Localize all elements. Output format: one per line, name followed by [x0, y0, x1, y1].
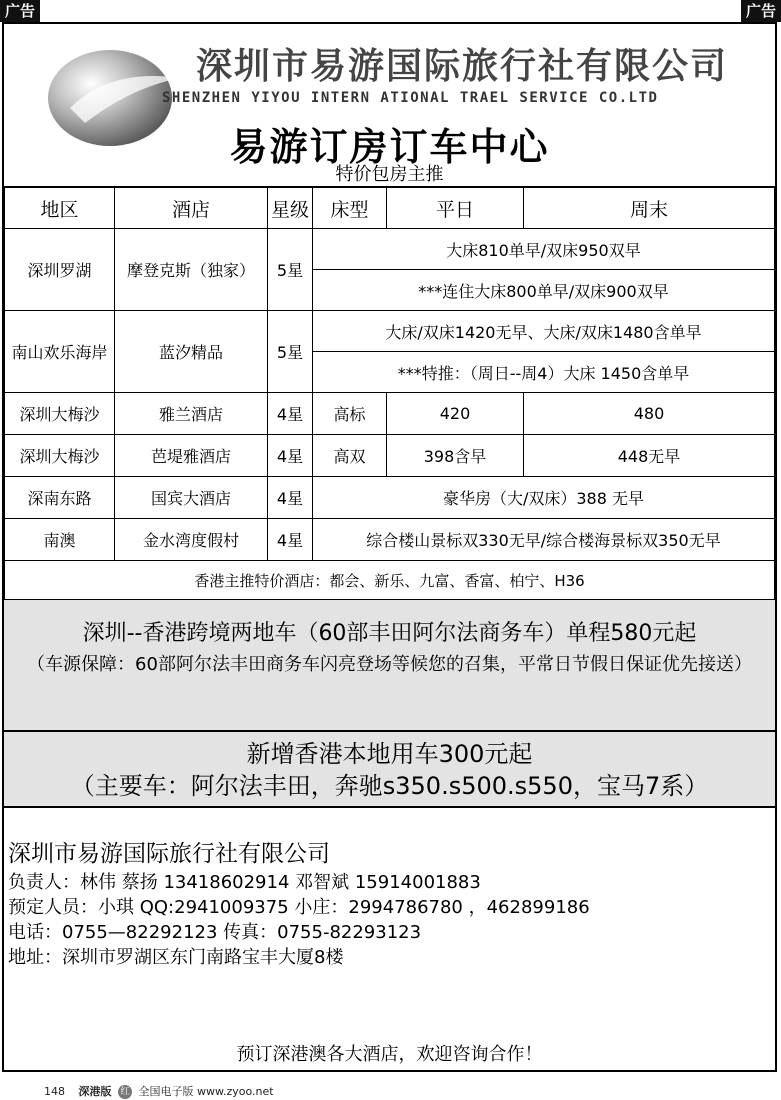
closing-line: 预订深港澳各大酒店，欢迎咨询合作！ [236, 1044, 543, 1065]
cell-star: 4星 [268, 477, 313, 519]
section-label: 特价包房主推 [335, 164, 444, 185]
cell-star: 4星 [268, 393, 313, 435]
cross-border-car-headline: 深圳--香港跨境两地车（60部丰田阿尔法商务车）单程580元起 [82, 621, 697, 646]
cross-border-car-section [4, 600, 775, 732]
contact-booking: 预定人员：小琪 QQ:2941009375 小庄：2994786780 ，462899186 [8, 897, 590, 918]
cell-hotel: 金水湾度假村 [115, 519, 268, 561]
company-name-cn: 深圳市易游国际旅行社有限公司 [196, 45, 729, 87]
ad-label-right: 广告 [741, 0, 781, 22]
page-number: 148 [44, 1085, 65, 1098]
cell-weekday: 398含早 [387, 435, 524, 477]
cell-price-line: 综合楼山景标双330无早/综合楼海景标双350无早 [313, 519, 775, 561]
cell-bed: 高双 [313, 435, 387, 477]
site-label: 全国电子版 www.zyoo.net [138, 1085, 274, 1098]
header-bed: 床型 [313, 188, 387, 229]
center-title: 易游订房订车中心 [229, 125, 550, 169]
cell-region: 南澳 [5, 519, 115, 561]
cell-hotel: 国宾大酒店 [115, 477, 268, 519]
cell-star: 4星 [268, 435, 313, 477]
table-row [5, 393, 775, 435]
cell-weekday: 420 [387, 393, 524, 435]
cell-price-line: 大床810单早/双床950双早 [313, 229, 775, 270]
cell-star: 5星 [268, 229, 313, 311]
header-hotel: 酒店 [115, 188, 268, 229]
edition-badge-icon: 红 [118, 1085, 132, 1099]
cell-region: 南山欢乐海岸 [5, 311, 115, 393]
hk-local-car-detail: （主要车：阿尔法丰田，奔驰s350.s500.s550，宝马7系） [70, 772, 709, 800]
cell-star: 4星 [268, 519, 313, 561]
contact-phone: 电话：0755—82292123 传真：0755-82293123 [8, 922, 422, 943]
cell-weekend: 448无早 [524, 435, 775, 477]
cell-region: 深圳罗湖 [5, 229, 115, 311]
table-row [5, 311, 775, 352]
advertisement-frame [2, 22, 777, 1072]
cell-region: 深圳大梅沙 [5, 393, 115, 435]
table-row [5, 229, 775, 270]
cell-price-line: 豪华房（大/双床）388 无早 [313, 477, 775, 519]
cell-region: 深南东路 [5, 477, 115, 519]
table-header-row [5, 188, 775, 229]
page-footer [44, 1083, 274, 1099]
hk-local-car-section [4, 732, 775, 808]
header-star: 星级 [268, 188, 313, 229]
hotel-price-table [4, 187, 775, 600]
cell-price-line: ***特推：（周日--周4）大床 1450含单早 [313, 352, 775, 393]
ad-label-left: 广告 [0, 0, 40, 22]
hk-hotels-note: 香港主推特价酒店：都会、新乐、九富、香富、柏宁、H36 [5, 561, 775, 600]
hk-local-car-headline: 新增香港本地用车300元起 [246, 740, 533, 768]
cell-weekend: 480 [524, 393, 775, 435]
cell-hotel: 芭堤雅酒店 [115, 435, 268, 477]
cell-hotel: 蓝汐精品 [115, 311, 268, 393]
cell-hotel: 摩登克斯（独家） [115, 229, 268, 311]
cell-star: 5星 [268, 311, 313, 393]
company-name-en: SHENZHEN YIYOU INTERN ATIONAL TRAEL SERVICE CO.LTD [162, 90, 659, 106]
cell-region: 深圳大梅沙 [5, 435, 115, 477]
header-region: 地区 [5, 188, 115, 229]
table-footnote-row [5, 561, 775, 600]
edition-label: 深港版 [78, 1085, 112, 1098]
ad-header [4, 24, 775, 187]
cell-price-line: ***连住大床800单早/双床900双早 [313, 270, 775, 311]
cross-border-car-detail: （车源保障：60部阿尔法丰田商务车闪亮登场等候您的召集，平常日节假日保证优先接送） [27, 654, 752, 675]
contact-people: 负责人：林伟 蔡扬 13418602914 邓智斌 15914001883 [8, 872, 481, 893]
header-weekend: 周末 [524, 188, 775, 229]
cell-price-line: 大床/双床1420无早、大床/双床1480含单早 [313, 311, 775, 352]
cell-hotel: 雅兰酒店 [115, 393, 268, 435]
contact-company: 深圳市易游国际旅行社有限公司 [8, 841, 330, 867]
cell-bed: 高标 [313, 393, 387, 435]
table-row [5, 519, 775, 561]
table-row [5, 477, 775, 519]
header-weekday: 平日 [387, 188, 524, 229]
contact-section [4, 808, 775, 970]
contact-address: 地址：深圳市罗湖区东门南路宝丰大厦8楼 [8, 947, 344, 968]
table-row [5, 435, 775, 477]
